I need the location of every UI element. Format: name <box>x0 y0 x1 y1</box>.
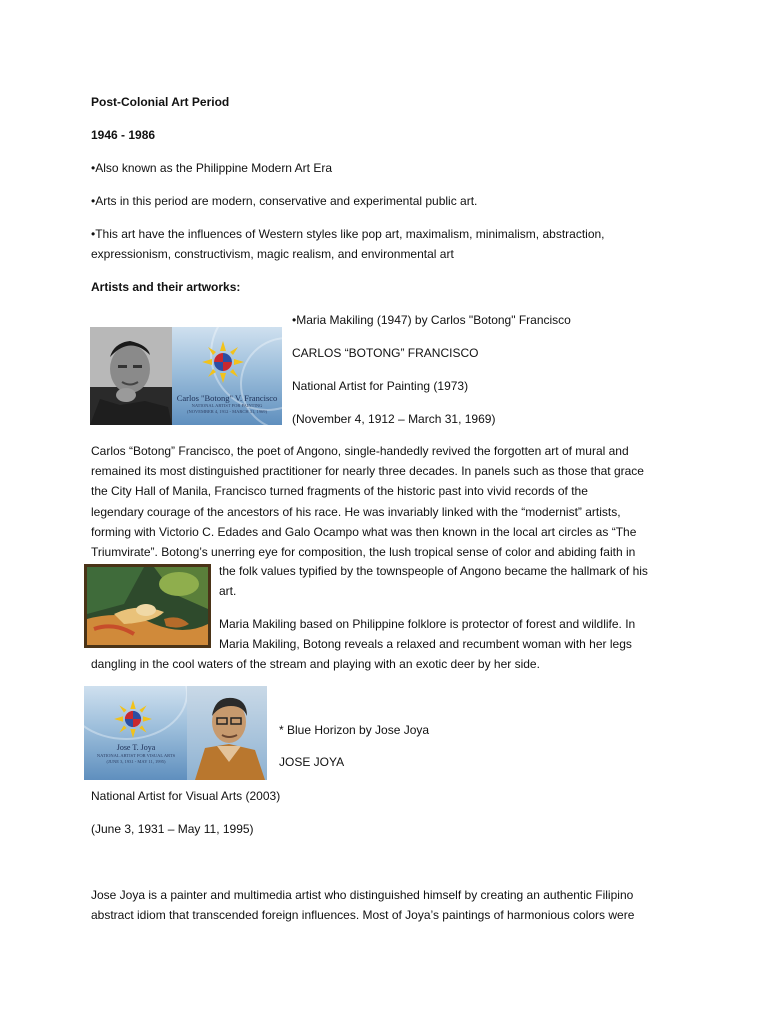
maria-makiling-painting-image <box>84 564 211 648</box>
sun-emblem-icon <box>202 341 244 383</box>
painting-artwork <box>84 564 211 648</box>
banner-subtitle: NATIONAL ARTIST FOR VISUAL ARTS <box>96 753 176 758</box>
paragraph-line: Maria Makiling based on Philippine folklore is protector of forest and wildlife. In <box>219 617 636 631</box>
paragraph-line: forming with Victorio C. Edades and Galo Ocampo what was then known in the local art circles as “The <box>91 524 637 539</box>
banner-artist-name: Jose T. Joya <box>116 743 156 752</box>
paragraph-line: art. <box>219 584 237 599</box>
botong-banner-image <box>90 327 282 425</box>
bullet-item: •Arts in this period are modern, conservative and experimental public art. <box>91 194 478 208</box>
artist-name: CARLOS “BOTONG” FRANCISCO <box>292 346 479 360</box>
paragraph-line: the City Hall of Manila, Francisco turned fragments of the historic past into vivid records of the <box>91 484 588 499</box>
botong-bio-paragraph <box>91 441 644 562</box>
banner-artist-name: Carlos "Botong" V. Francisco <box>176 393 278 403</box>
botong-bio-wrap <box>219 561 648 601</box>
joya-bio-paragraph <box>91 885 634 925</box>
banner-dates: (NOVEMBER 4, 1912 - MARCH 31, 1969) <box>186 409 267 414</box>
paragraph-line: Carlos “Botong” Francisco, the poet of Angono, single-handedly revived the forgotten art of mural and <box>91 444 629 458</box>
sun-emblem-icon <box>114 700 152 738</box>
document-heading: Post-Colonial Art Period <box>91 95 230 109</box>
makiling-paragraph-end: dangling in the cool waters of the stream and playing with an exotic deer by her side. <box>91 657 540 671</box>
joya-portrait <box>187 686 267 780</box>
artist-dates: (June 3, 1931 – May 11, 1995) <box>91 822 254 836</box>
paragraph-line: remained its most distinguished practitioner for nearly three decades. In panels such as those that grace <box>91 464 644 479</box>
artist-title: National Artist for Painting (1973) <box>292 379 469 393</box>
artist-name: JOSE JOYA <box>279 755 345 769</box>
paragraph-line: Triumvirate”. Botong’s unerring eye for composition, the lush tropical sense of color and abiding faith in <box>91 545 636 560</box>
paragraph-line: Maria Makiling, Botong reveals a relaxed and recumbent woman with her legs <box>219 637 632 652</box>
paragraph-line: Jose Joya is a painter and multimedia artist who distinguished himself by creating an authentic Filipino <box>91 888 634 902</box>
bullet-item: •Also known as the Philippine Modern Art Era <box>91 161 332 175</box>
artist-title: National Artist for Visual Arts (2003) <box>91 789 281 803</box>
makiling-paragraph <box>219 614 635 654</box>
banner-subtitle: NATIONAL ARTIST FOR PAINTING <box>191 403 263 408</box>
botong-portrait <box>90 327 172 425</box>
paragraph-line: legendary courage of the ancestors of his race. He was invariably linked with the “modernist” artists, <box>91 504 621 519</box>
banner-dates: (JUNE 3, 1931 - MAY 11, 1995) <box>106 759 166 764</box>
artists-heading: Artists and their artworks: <box>91 280 241 294</box>
artwork-title: * Blue Horizon by Jose Joya <box>279 723 430 737</box>
paragraph-line: abstract idiom that transcended foreign influences. Most of Joya’s paintings of harmonious colors were <box>91 908 635 923</box>
joya-banner-image <box>84 686 267 780</box>
artwork-title: •Maria Makiling (1947) by Carlos "Botong" Francisco <box>292 313 571 327</box>
bullet-item: •This art have the influences of Western styles like pop art, maximalism, minimalism, abstraction, <box>91 227 605 241</box>
artist-dates: (November 4, 1912 – March 31, 1969) <box>292 412 496 426</box>
bullet-item-continued: expressionism, constructivism, magic realism, and environmental art <box>91 247 454 261</box>
paragraph-line: the folk values typified by the townspeople of Angono became the hallmark of his <box>219 564 648 578</box>
period-years: 1946 - 1986 <box>91 128 156 142</box>
